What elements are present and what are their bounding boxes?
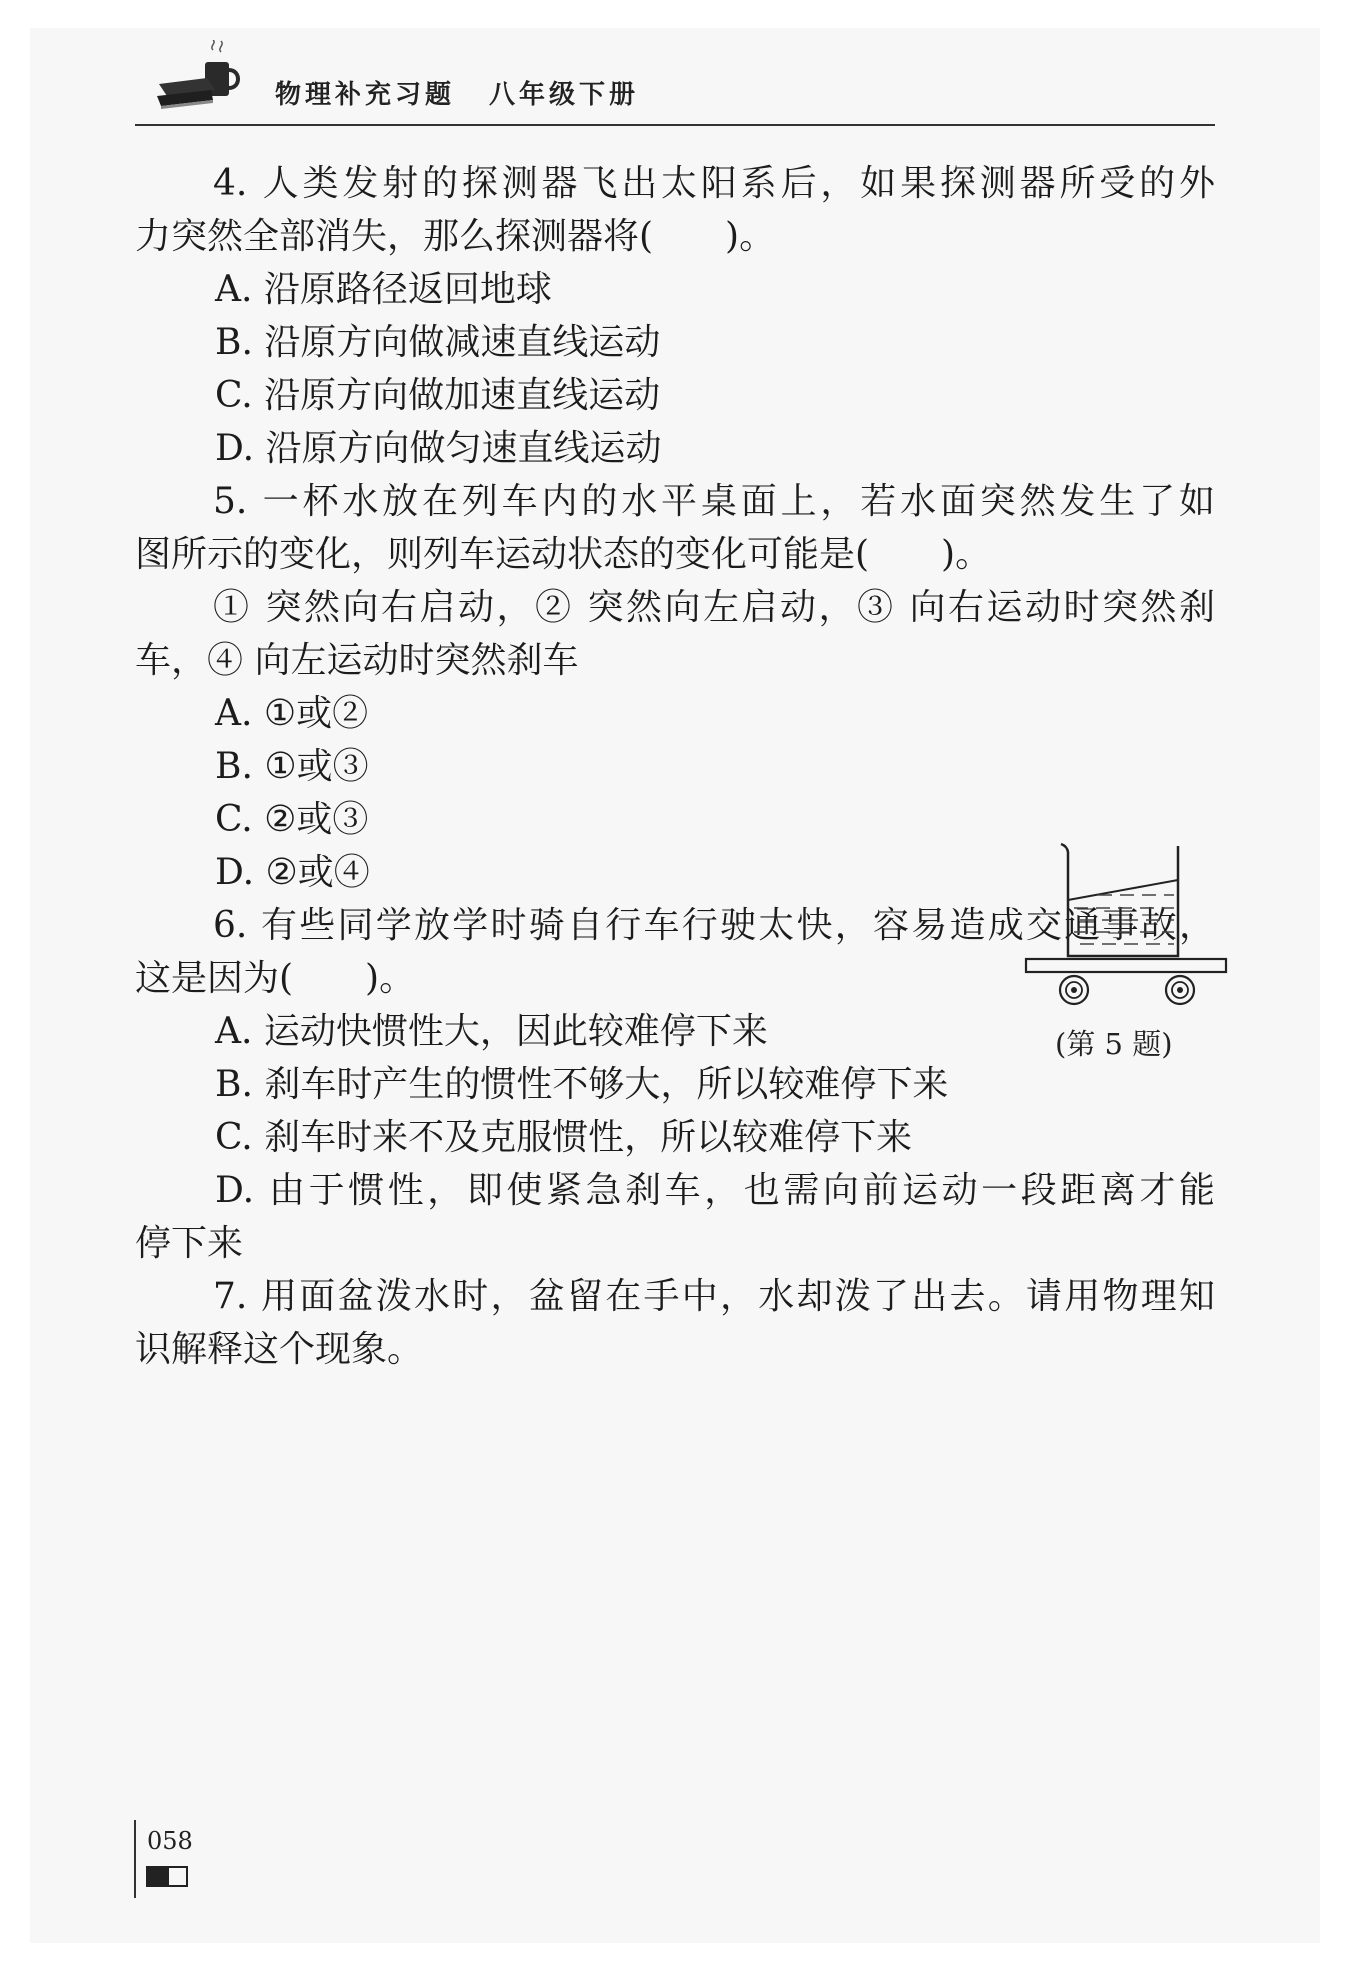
q6-option-b: B. 刹车时产生的惯性不够大，所以较难停下来: [215, 1064, 949, 1105]
figure-caption: (第 5 题): [1055, 1027, 1173, 1061]
q6-stem-line1: 6. 有些同学放学时骑自行车行驶太快，容易造成交通事故，: [213, 905, 1215, 946]
book-title: [275, 74, 639, 111]
q4-stem-line1: 4. 人类发射的探测器飞出太阳系后，如果探测器所受的外: [213, 163, 1215, 204]
q5-stem-line2: 图所示的变化，则列车运动状态的变化可能是( )。: [135, 534, 992, 575]
footer-rule: [134, 1820, 136, 1898]
q4-option-a: A. 沿原路径返回地球: [215, 269, 552, 310]
q5-cases-line1: ① 突然向右启动，② 突然向左启动，③ 向右运动时突然刹: [213, 587, 1215, 628]
q6-option-d: D. 由于惯性，即使紧急刹车，也需向前运动一段距离才能: [215, 1170, 1215, 1211]
books-and-mug-icon: [155, 40, 245, 118]
q6-stem-line2: 这是因为( )。: [135, 958, 416, 999]
footer-squares: [146, 1866, 188, 1887]
q6-option-d-line2: 停下来: [135, 1223, 244, 1264]
q5-stem-line1: 5. 一杯水放在列车内的水平桌面上，若水面突然发生了如: [213, 481, 1215, 522]
header-rule: [135, 124, 1215, 126]
q4-option-b: B. 沿原方向做减速直线运动: [215, 322, 661, 363]
q5-option-b: B. ①或③: [215, 746, 369, 787]
cart: [1026, 959, 1226, 1004]
header-grade: 八年级下册: [489, 80, 640, 110]
filled-square-icon: [146, 1866, 167, 1887]
q5-option-a: A. ①或②: [215, 693, 369, 734]
q5-option-c: C. ②或③: [215, 799, 369, 840]
page-number: 058: [147, 1827, 193, 1855]
q6-option-a: A. 运动快惯性大，因此较难停下来: [215, 1011, 768, 1052]
q4-option-d: D. 沿原方向做匀速直线运动: [215, 428, 662, 469]
q6-option-c: C. 刹车时来不及克服惯性，所以较难停下来: [215, 1117, 913, 1158]
running-header: [135, 36, 1215, 132]
empty-square-icon: [167, 1866, 188, 1887]
q7-stem-line2: 识解释这个现象。: [135, 1329, 424, 1370]
q7-stem-line1: 7. 用面盆泼水时，盆留在手中，水却泼了出去。请用物理知: [213, 1276, 1215, 1317]
q5-option-d: D. ②或④: [215, 852, 370, 893]
q4-option-c: C. 沿原方向做加速直线运动: [215, 375, 661, 416]
header-book-title: 物理补充习题: [275, 80, 456, 110]
q4-stem-line2: 力突然全部消失，那么探测器将( )。: [135, 216, 776, 257]
q5-cases-line2: 车，④ 向左运动时突然刹车: [135, 640, 579, 681]
beaker: [1061, 844, 1178, 956]
